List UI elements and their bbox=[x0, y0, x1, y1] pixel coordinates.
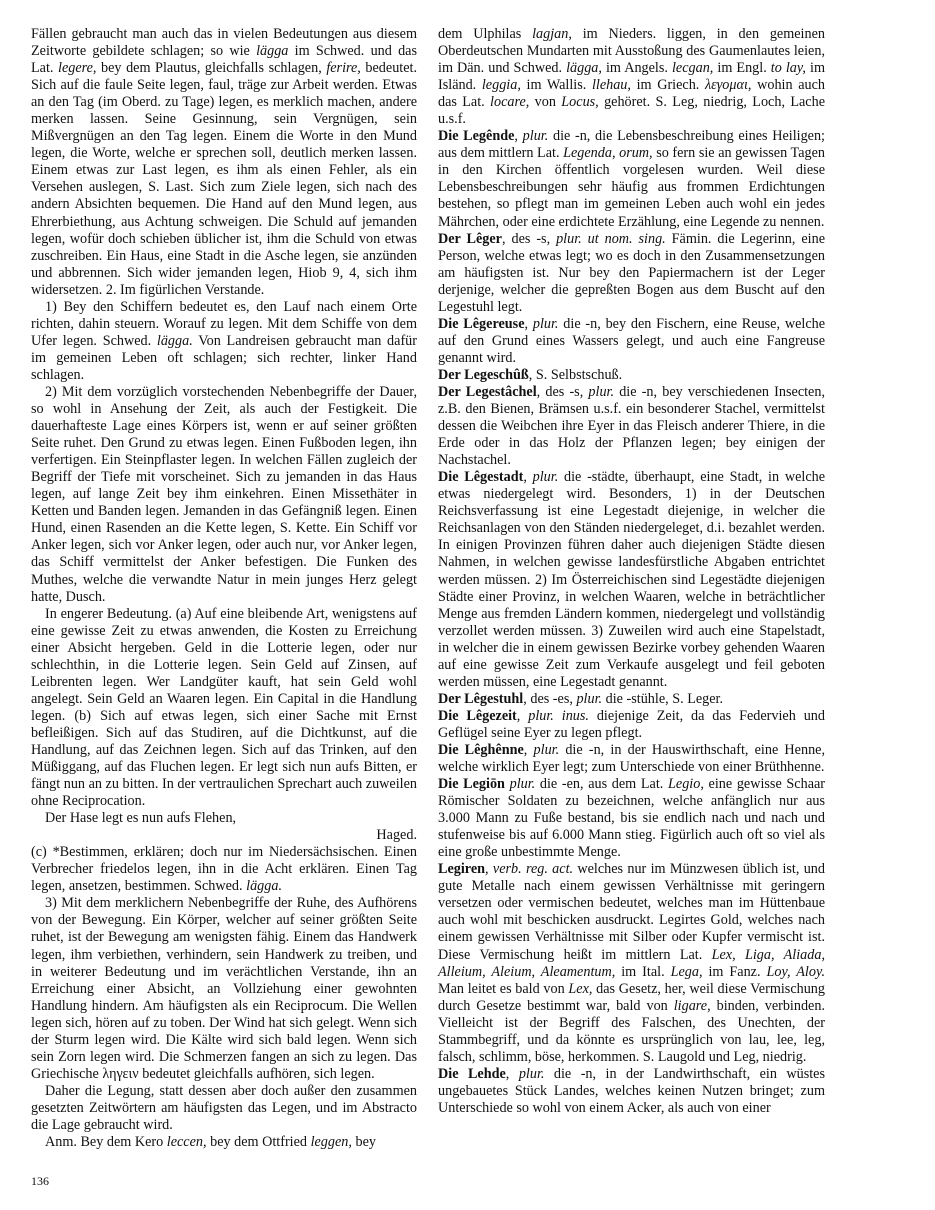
paragraph bbox=[31, 844, 417, 895]
text-run: im Isländ. bbox=[438, 60, 825, 94]
text-run: bedeutet. Sich auf die faule Seite legen, faul, träge zur Arbeit werden. Etwas an den Tag (im Oberd. zu Tage) legen, es merklich machen, andere merken lassen. Seine Gesinnung, sein Vergnügen, sein Mißvergnügen an den Tag legen. Einem die Worte in den Mund legen, die Worte, welche er sprechen soll, deutlich merken lassen. Einem etwas zur Last legen, es ihm als einen Fehler, als ein Versehen auslegen, S. Last. Sich zum Ziele legen, sich nach des andern Absichten bequemen. Die Hand auf den Mund legen, aus Ehrerbiethung, aus Achtung schweigen. Die Schuld auf jemanden legen, wofür doch schieben üblicher ist, ihm die Schuld von etwas zuschreiben. Ein Haus, eine Stadt in die Asche legen, sie anzünden und abbrennen. Sich wider jemanden legen, Hiob 9, 4, sich ihm widersetzen. 2. Im figürlichen Verstande. bbox=[31, 60, 418, 298]
italic-term: lecgan, bbox=[671, 60, 714, 77]
italic-term: Locus, bbox=[561, 94, 599, 111]
italic-term: Lex, bbox=[568, 980, 593, 997]
italic-term: lägga, bbox=[566, 60, 602, 77]
text-run: gehöret. S. Leg, niedrig, Loch, Lache u.s.f. bbox=[438, 94, 825, 128]
italic-term: plur. inus. bbox=[528, 707, 589, 724]
headword: Die Lehde bbox=[438, 1065, 506, 1082]
italic-term: locare, bbox=[490, 94, 530, 111]
text-run: bey dem Ottfried bbox=[206, 1134, 311, 1151]
dictionary-entry bbox=[438, 742, 825, 776]
paragraph bbox=[438, 26, 825, 128]
italic-term: ferire, bbox=[326, 60, 361, 77]
text-run: die -städte, überhaupt, eine Stadt, in welche etwas niedergelegt wird. Besonders, 1) in der Deutschen Reichsverfassung ist eine Legestadt diejenige, in welcher die Reichsanlagen von den Ständen niedergeleget, d.i. bezahlet werden. In einigen Provinzen führen daher auch diejenigen Städte diesen Nahmen, in welchen gewisse landesfürstliche Abgaben entrichtet werden müssen. 2) Im Österreichischen sind Legestädte diejenigen Städte einer Provinz, in welchen Waaren, welche in beträchtlicher Menge aus fremden Ländern kommen, niedergelegt und vollständig verzollet werden müssen. 3) Zuweilen wird auch eine Stapelstadt, in welcher die in einem gewissen Bezirke vorbey gehenden Waaren auf eine gewisse Zeit zum Verkaufe ausgelegt und feil geboten werden müssen, eine Legestadt genannt. bbox=[438, 469, 826, 690]
text-run: , bbox=[516, 707, 529, 724]
text-run: die -stühle, S. Leger. bbox=[602, 690, 724, 707]
dictionary-entry bbox=[438, 384, 825, 469]
headword: Die Legênde bbox=[438, 128, 515, 145]
text-run: im Schwed. und das Lat. bbox=[31, 43, 418, 77]
dictionary-entry bbox=[438, 1066, 825, 1117]
text-run: die -n, bey den Fischern, eine Reuse, welche auf den Grund eines Wassers gelegt, und auch eine Fangreuse genannt wird. bbox=[438, 315, 826, 366]
text-run: die -en, aus dem Lat. bbox=[535, 776, 668, 793]
text-run: 3) Mit dem merklichern Nebenbegriffe der Ruhe, des Aufhörens von der Bewegung. Ein Körper, welcher auf seiner größten Seite ruhet, ist der Bewegung am wenigsten fähig. Einem das Handwerk legen, ihm verbiethen, verhindern, sein Handwerk zu treiben, und in weiterer Bedeutung und im verächtlichen Verstande, ihn an Erreichung einer Absicht, an Vollziehung einer gewohnten Handlung hindern. Am häufigsten als ein Reciprocum. Die Wellen legen sich, hören auf zu toben. Der Wind hat sich gelegt. Wenn sich der Sturm legen wird. Die Kälte wird sich bald legen. Wenn sich sein Zorn legen wird. Die Schmerzen fangen an sich zu legen. Das Griechische bbox=[31, 895, 417, 1082]
text-run: so fern sie an gewissen Tagen in den Kirchen öffentlich vorgelesen wurden. Weil diese Lebensbeschreibungen sehr häufig aus frommen Erdichtungen bestehen, so pflegt man im gemeinen Leben auch wohl ein jedes Mährchen, oder eine erdichtete Erzählung, eine Legende zu nennen. bbox=[438, 145, 825, 230]
text-run: Anm. Bey dem Kero bbox=[45, 1134, 167, 1151]
italic-term: plur. ut nom. sing. bbox=[556, 230, 666, 247]
italic-term: verb. reg. act. bbox=[492, 861, 574, 878]
italic-term: Lex, Liga, Aliada, Alleium, Aleium, Aleamentum, bbox=[438, 946, 825, 980]
italic-term: ligare, bbox=[673, 997, 711, 1014]
dictionary-entry bbox=[438, 231, 825, 316]
paragraph bbox=[31, 26, 417, 299]
italic-term: lägga. bbox=[246, 878, 282, 895]
italic-term: plur. bbox=[532, 315, 559, 332]
text-run: eine gewisse Schaar Römischer Soldaten zu bezeichnen, welche anfänglich nur aus 3.000 Mann zu Fuße bestand, bis sie endlich nach und nach und stufenweise bis auf 6.000 Mann stieg. Figürlich auch oft so viel als eine große unbestimmte Menge. bbox=[438, 776, 826, 861]
dictionary-entry bbox=[438, 708, 825, 742]
italic-term: Loy, Aloy. bbox=[766, 963, 826, 980]
dictionary-entry bbox=[438, 691, 825, 708]
text-run: bey dem Plautus, gleichfalls schlagen, bbox=[96, 60, 327, 77]
dictionary-entry bbox=[438, 316, 825, 367]
text-run: (c) *Bestimmen, erklären; doch nur im Niedersächsischen. Einen Verbrecher friedelos legen, ihn in die Acht erklären. Einen Tag legen, ansetzen, bestimmen. Schwed. bbox=[31, 844, 417, 895]
text-run: im Griech. bbox=[630, 77, 705, 94]
paragraph bbox=[31, 895, 417, 1083]
italic-term: leggia, bbox=[481, 77, 521, 94]
text-run: 2) Mit dem vorzüglich vorstechenden Nebenbegriffe der Dauer, so wohl in Ansehung der Zeit, als auch der Festigkeit. Die dauerhafteste Lage eines Körpers ist, wenn er auf seiner größten Seite ruhet. Den Grund zu etwas legen. Einen Fußboden legen, ihn verfertigen. Ein Steinpflaster legen. In welchen Fällen zugleich der Begriff der Tiefe mit vorscheinet. Sich zu jemanden in das Haus legen, auf lange Zeit bey ihm einkehren. Einen Missethäter in Ketten und Banden legen. Jemanden in das Gefängniß legen. Einen Hund, einen Rasenden an die Kette legen, S. Kette. Ein Schiff vor Anker legen, sich vor Anker legen, oder auch nur, vor Anker legen, das Schiff vermittelst der Anker befestigen. Die Funken des Muthes, welche die verwandte Natur in mein junges Herz gelegt hatte, Dusch. bbox=[31, 383, 417, 605]
text-run: Haged. bbox=[376, 827, 417, 844]
dictionary-entry bbox=[438, 128, 825, 230]
headword: Die Lêgezeit bbox=[438, 707, 517, 724]
headword: Der Legestâchel bbox=[438, 383, 537, 400]
text-run: , bbox=[505, 1065, 519, 1082]
text-run: , des -s, bbox=[501, 230, 557, 247]
paragraph bbox=[31, 810, 417, 827]
text-run: die -n, die Lebensbeschreibung eines Heiligen; aus dem mittlern Lat. bbox=[438, 128, 826, 162]
left-column bbox=[31, 26, 417, 1151]
italic-term: Lega, bbox=[670, 963, 703, 980]
headword: Die Legiōn bbox=[438, 776, 505, 793]
text-run: dem Ulphilas bbox=[438, 26, 533, 42]
italic-term: to lay, bbox=[770, 60, 806, 77]
text-run: Von Landreisen gebraucht man dafür im gemeinen Leben oft schlagen; sich rechter, linker Hand schlagen. bbox=[31, 332, 417, 383]
text-run: , des -s, bbox=[536, 383, 589, 400]
italic-term: legere, bbox=[58, 60, 97, 77]
text-run: Der Hase legt es nun aufs Flehen, bbox=[45, 810, 237, 827]
italic-term: plur. bbox=[522, 128, 549, 145]
text-run: Fällen gebraucht man auch das in vielen Bedeutungen aus diesem Zeitworte gebildete schlagen; so wie bbox=[31, 26, 417, 60]
italic-term: Legenda, orum, bbox=[563, 145, 653, 162]
text-run: die -n, in der Landwirthschaft, ein wüstes ungebauetes Stück Landes, welches keinen Nutzen bringet; zum Unterschiede so wohl von einem Acker, als auch von einer bbox=[438, 1065, 826, 1116]
text-run: diejenige Zeit, da das Federvieh und Geflügel seine Eyer zu legen pflegt. bbox=[438, 707, 825, 741]
headword: Legiren bbox=[438, 861, 486, 878]
italic-term: plur. bbox=[533, 741, 560, 758]
text-run: , des -es, bbox=[523, 690, 577, 707]
text-run: das Gesetz, her, weil diese Vermischung durch Gesetze bestimmt war, bald von bbox=[438, 980, 825, 1014]
text-run: Daher die Legung, statt dessen aber doch außer den zusammen gesetzten Zeitwörtern am häufigsten das Legen, und im Abstracto die Lage gebraucht wird. bbox=[31, 1082, 417, 1133]
text-run: , bbox=[485, 861, 493, 878]
dictionary-entry bbox=[438, 776, 825, 861]
headword: Die Lêgereuse bbox=[438, 315, 525, 332]
italic-term: plur. bbox=[588, 383, 615, 400]
text-run: die -n, bey verschiedenen Insecten, z.B. den Bienen, Brämsen u.s.f. ein besonderer Stachel, vermittelst dessen die Weibchen ihre Eyer in das Fleisch anderer Thiere, in die Erde oder in das Holz der Pflanzen legen; bey einigen der Nachstachel. bbox=[438, 383, 825, 469]
paragraph bbox=[31, 606, 417, 811]
italic-term: llehau, bbox=[591, 77, 631, 94]
italic-term: plur. bbox=[576, 690, 603, 707]
text-run: , bbox=[523, 741, 534, 758]
text-run: Man leitet es bald von bbox=[438, 980, 569, 997]
page-number: 136 bbox=[31, 1174, 49, 1188]
text-run: im Wallis. bbox=[520, 77, 592, 94]
headword: Der Lêgestuhl bbox=[438, 690, 524, 707]
dictionary-entry bbox=[438, 861, 825, 1066]
dictionary-entry bbox=[438, 469, 825, 691]
text-run: im Nieders. liggen, in den gemeinen Oberdeutschen Mundarten mit Ausstoßung des Gaumenlautes leien, im Dän. und Schwed. bbox=[438, 26, 825, 77]
italic-term: plur. bbox=[518, 1065, 545, 1082]
text-run: bedeutet gleichfalls aufhören, sich legen. bbox=[138, 1065, 375, 1082]
text-run: , S. Selbstschuß. bbox=[528, 366, 623, 383]
text-run: wohin auch das Lat. bbox=[438, 77, 825, 111]
text-run: bey bbox=[351, 1134, 376, 1151]
paragraph bbox=[31, 384, 417, 606]
text-run: In engerer Bedeutung. (a) Auf eine bleibende Art, wenigstens auf eine gewisse Zeit zu etwas anwenden, die Kosten zu Erreichung einer Absicht hergeben. Geld in die Lotterie legen, oder nur schlechthin, in die Lotterie legen. Sein Geld auf Zinsen, auf Leibrenten legen. Wer Landgüter kauft, hat sein Geld wohl angelegt. Sein Geld an Waaren legen. Ein Capital in die Handlung legen. (b) Sich auf etwas legen, sich einer Sache mit Ernst befleißigen. Sich auf das Studiren, auf die Dichtkunst, auf die Handlung, auf das Zeichnen legen. Sich auf das Trinken, auf den Müßiggang, auf das Fluchen legen. Er legt sich nun aufs Bitten, er fängt nun an zu bitten. In der vertraulichen Sprechart auch zuweilen ohne Reciprocation. bbox=[31, 605, 417, 810]
text-run: , bbox=[523, 469, 533, 486]
text-run: von bbox=[529, 94, 562, 111]
italic-term: plur. bbox=[532, 469, 559, 486]
italic-term: lägga bbox=[256, 43, 289, 60]
text-run: ληγειν bbox=[102, 1065, 139, 1082]
headword: Der Lêger bbox=[438, 230, 502, 247]
text-run: Fämin. die Legerinn, eine Person, welche etwas legt; wo es doch in den Zusammensetzungen am häufigsten ist. Nur bey den Papiermachern ist der Leger derjenige, welcher die gepreßten Bogen aus dem Buscht auf den Legestuhl legt. bbox=[438, 230, 825, 315]
text-run: die -n, in der Hauswirthschaft, eine Henne, welche wirklich Eyer legt; zum Unterschiede von einer Brüthhenne. bbox=[438, 741, 826, 776]
headword: Der Legeschûß bbox=[438, 366, 529, 383]
text-run: im Ital. bbox=[615, 963, 671, 980]
text-run: , bbox=[514, 128, 523, 145]
paragraph bbox=[31, 1134, 417, 1151]
text-run: im Engl. bbox=[713, 60, 771, 77]
text-run: im Fanz. bbox=[702, 963, 767, 980]
headword: Die Lêgestadt bbox=[438, 469, 524, 486]
italic-term: plur. bbox=[509, 776, 536, 793]
right-column bbox=[438, 26, 825, 1117]
text-run: 1) Bey den Schiffern bedeutet es, den Lauf nach einem Orte richten, dahin steuern. Worauf zu legen. Mit dem Schiffe von dem Ufer legen. Schwed. bbox=[31, 298, 417, 349]
italic-term: leggen, bbox=[310, 1134, 352, 1151]
text-run: binden, verbinden. Vielleicht ist der Begriff des Falschen, des Unechten, der Stammbegriff, und da könnte es ursprünglich von lau, lee, leg, falsch, schlimm, böse, herkommen. S. Laugold und Leg, niedrig. bbox=[438, 997, 825, 1065]
dictionary-entry bbox=[438, 367, 825, 384]
italic-term: λεγομαι, bbox=[704, 77, 752, 94]
italic-term: lägga. bbox=[156, 332, 193, 349]
headword: Die Lêghênne bbox=[438, 741, 524, 758]
text-run: , bbox=[524, 315, 533, 332]
italic-term: lagjan, bbox=[532, 26, 572, 42]
paragraph bbox=[31, 827, 417, 844]
text-run: im Angels. bbox=[601, 60, 672, 77]
italic-term: leccen, bbox=[166, 1134, 207, 1151]
paragraph bbox=[31, 1083, 417, 1134]
text-run: welches nur im Münzwesen üblich ist, und gute Metalle nach einem gewissen Verhältnisse mit geringern versetzen oder vermischen bedeutet, welches man im Hüttenbaue auch wohl mit beschicken ausdruckt. Legirtes Gold, welches nach einem gewissen Verhältnisse mit Silber oder Kupfer vermischt ist. Diese Vermischung heißt im mittlern Lat. bbox=[438, 861, 825, 963]
italic-term: Legio, bbox=[668, 776, 704, 793]
paragraph bbox=[31, 299, 417, 384]
